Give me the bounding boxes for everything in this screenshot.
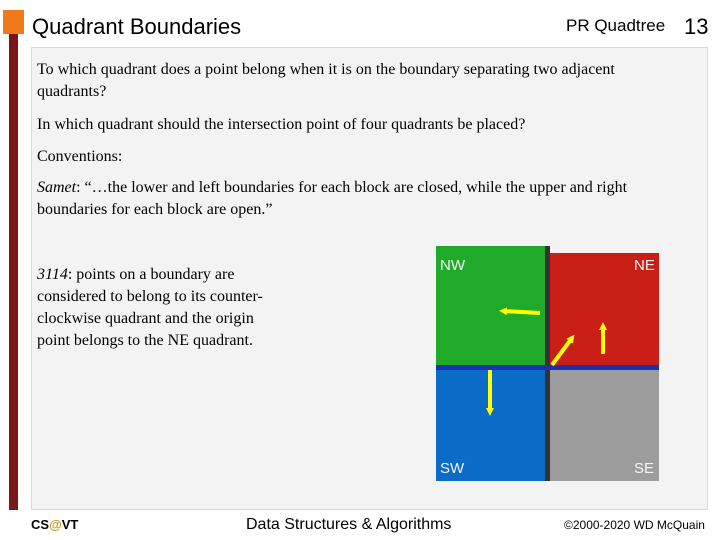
footer-copyright: ©2000-2020 WD McQuain <box>564 518 705 532</box>
arrow-diagonal-icon <box>552 338 572 365</box>
label-sw: SW <box>440 460 465 477</box>
samet-text: : “…the lower and left boundaries for each block are closed, while the upper and right boundaries for each block are open.” <box>37 179 628 218</box>
question-intersection: In which quadrant should the intersection point of four quadrants be placed? <box>37 116 526 133</box>
label-se: SE <box>634 460 655 477</box>
course-name: 3114 <box>37 266 68 283</box>
footer-course: Data Structures & Algorithms <box>246 516 452 533</box>
footer-brand: CS@VT <box>31 517 79 532</box>
label-ne: NE <box>634 257 655 274</box>
arrow-left-icon <box>503 311 540 313</box>
label-nw: NW <box>440 257 465 274</box>
page-title: Quadrant Boundaries <box>32 14 242 39</box>
course-convention-text: : points on a boundary are considered to belong to its counter-clockwise quadrant and the origin point belongs to the NE quadrant. <box>37 266 263 349</box>
conventions-heading: Conventions: <box>37 148 123 165</box>
question-boundary: To which quadrant does a point belong when it is on the boundary separating two adjacent quadrants? <box>37 61 615 100</box>
samet-name: Samet <box>37 179 77 196</box>
course-title: PR Quadtree <box>566 16 666 35</box>
page-number: 13 <box>684 14 709 39</box>
